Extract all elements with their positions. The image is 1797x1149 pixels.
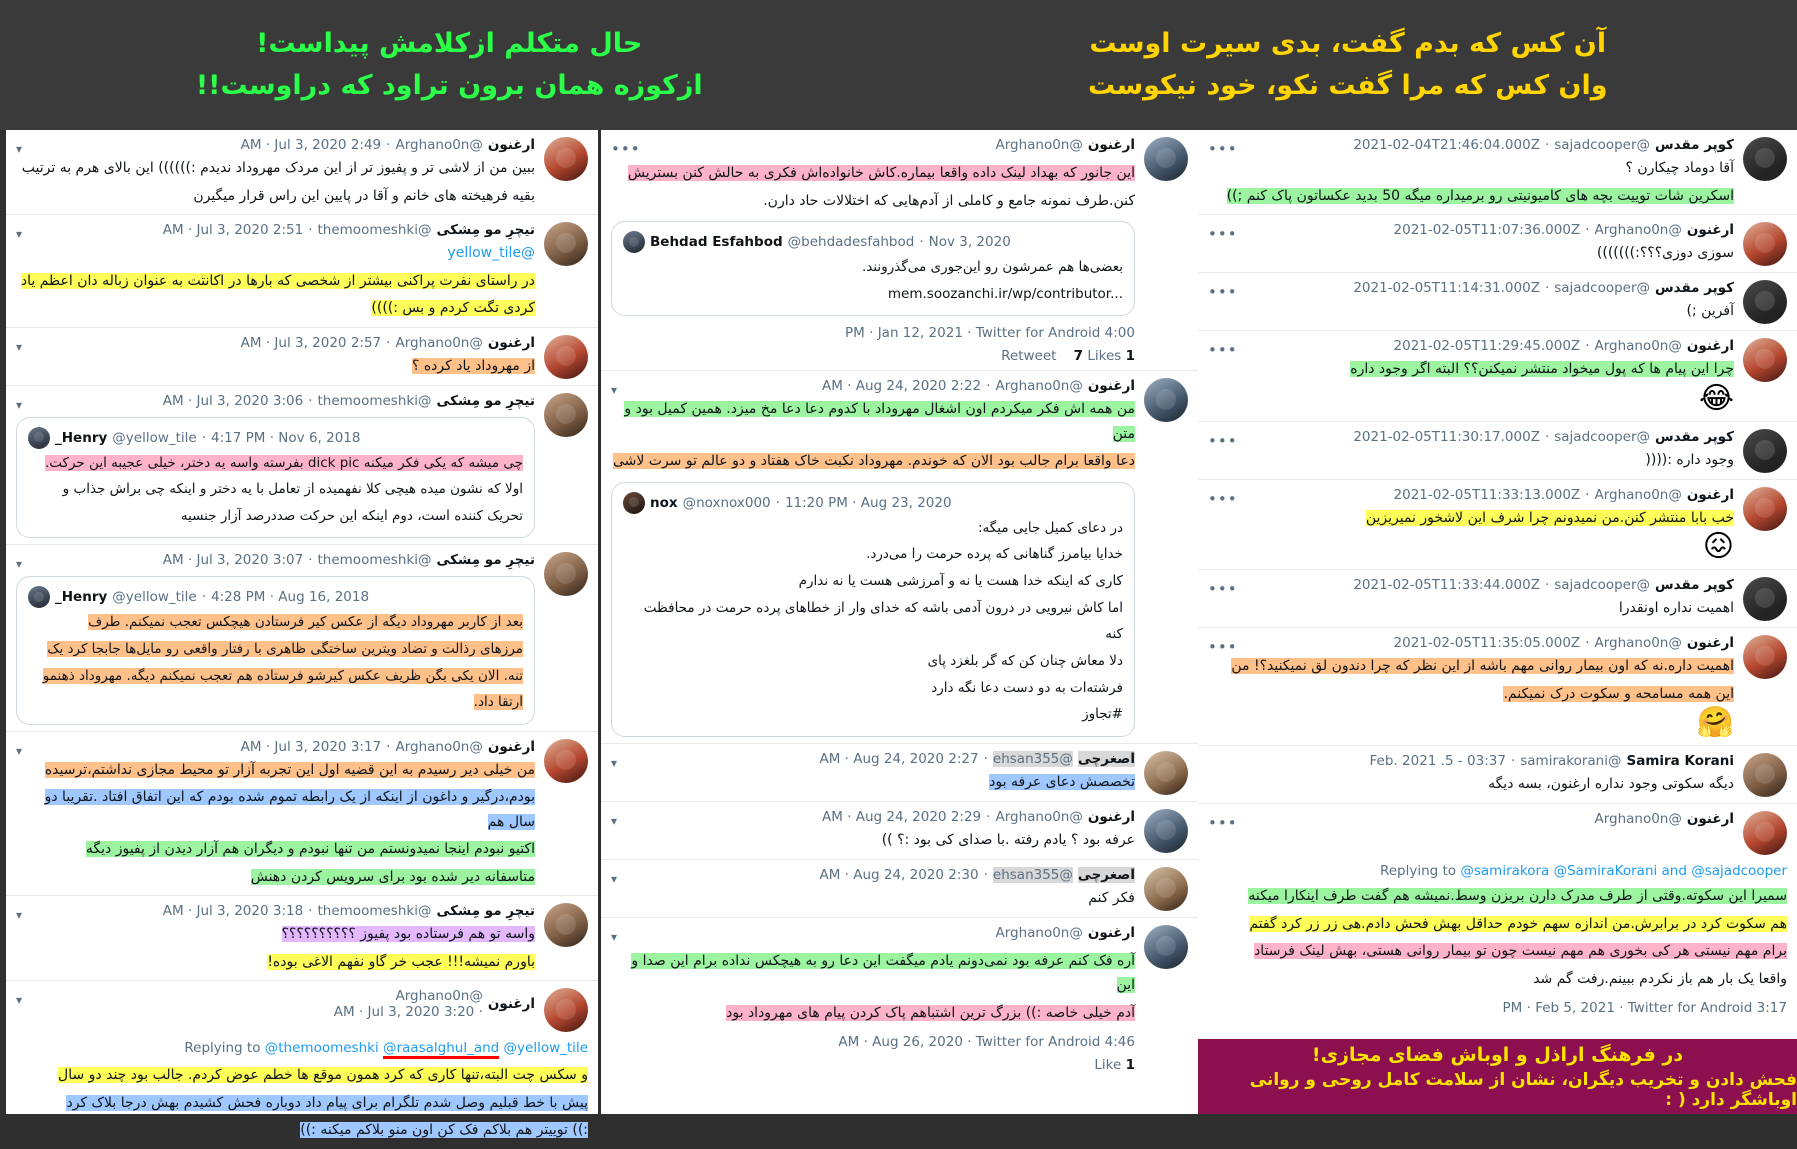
column-conversation-b[interactable] — [598, 130, 1198, 1114]
quoted-text-line: تحریک کننده است، دوم اینکه این حرکت صددرصد آزار جنسیه — [28, 505, 523, 529]
separator-dot: · — [776, 495, 780, 511]
user-name: تیچرِ مو مِشکی — [436, 393, 535, 409]
user-name: کوپر مقدس — [1655, 429, 1734, 445]
timestamp: 11:20 PM · Aug 23, 2020 — [785, 495, 952, 511]
quoted-text-line: دلا معاش چنان کن که گر بلغزد پای — [623, 650, 1123, 674]
timestamp: 3:18 AM · Jul 3, 2020 — [163, 903, 304, 919]
user-name: _Henry — [55, 430, 107, 446]
chevron-down-icon[interactable]: ▾ — [16, 340, 22, 354]
like-count: 1 — [1126, 1057, 1135, 1073]
replying-to-line — [6, 1038, 598, 1056]
tweet[interactable] — [1198, 273, 1797, 331]
more-options-icon[interactable]: ••• — [1208, 341, 1238, 359]
separator-dot: · — [386, 137, 390, 153]
quoted-tweet[interactable] — [16, 417, 535, 539]
tweet-text-line: فکر کنم — [611, 886, 1135, 911]
tweet-text-line: واسه تو هم فرستاده بود پفیوز ؟؟؟؟؟؟؟؟؟؟ — [282, 926, 536, 942]
tweet-text-line: اهمیت نداره اونقدرا — [1208, 596, 1734, 621]
timestamp: 4:28 PM · Aug 16, 2018 — [211, 589, 369, 605]
quoted-text-line: تنه. الان یکی بگن ظریف عکس کیرشو فرستاده هم تعجب نمیکنم دیگه. مهروداد ذهنمو — [43, 668, 523, 684]
reply-mention[interactable]: @yellow_tile — [504, 1040, 588, 1056]
avatar[interactable] — [544, 552, 588, 596]
separator-dot: · — [1511, 753, 1515, 769]
separator-dot: · — [1585, 487, 1589, 503]
user-name: ارغنون — [1088, 137, 1135, 153]
tweet-mention[interactable]: @yellow_tile — [447, 245, 535, 261]
tweet-text-line: کردی تگت کردم و بس :)))) — [371, 300, 535, 316]
user-handle[interactable]: @Arghano0n — [334, 988, 483, 1004]
timestamp: 3:07 AM · Jul 3, 2020 — [163, 552, 304, 568]
more-options-icon[interactable]: ••• — [1208, 225, 1238, 243]
avatar[interactable] — [544, 137, 588, 181]
quoted-text-line: خدایا بیامرز گناهانی که پرده حرمت را می‌درد. — [623, 543, 1123, 567]
user-handle[interactable]: @Arghano0n — [1594, 222, 1681, 238]
user-handle[interactable]: @Arghano0n — [1594, 487, 1681, 503]
quoted-text-line: در دعای کمیل جایی میگه: — [623, 517, 1123, 541]
avatar[interactable] — [1144, 751, 1188, 795]
user-handle[interactable]: @Arghano0n — [995, 137, 1082, 153]
tweet[interactable] — [601, 802, 1198, 860]
separator-dot: · — [1545, 137, 1549, 153]
like-label[interactable]: Likes — [1087, 348, 1121, 364]
tweet-text-line: پیش با خط قبلیم وصل شدم تلگرام برای پیام داد دوباره فحش کشیدم بهش درجا بلاک کرد — [66, 1095, 588, 1111]
user-name: ارغنون — [488, 739, 535, 755]
user-handle[interactable]: @Arghano0n — [395, 335, 482, 351]
tweet-text-line: اهمیت داره.نه که اون بیمار روانی مهم باشه از این نظر که چرا دندون لق نمیکنید؟! من — [1231, 658, 1734, 674]
tweet-text-line: در راستای نفرت پراکنی بیشتر از شخصی که بارها در اکانتت به عنوان زباله دان اعظم یاد — [21, 273, 535, 289]
avatar[interactable] — [1743, 338, 1787, 382]
more-options-icon[interactable]: ••• — [1208, 140, 1238, 158]
timestamp: 2021-02-05T11:35:05.000Z — [1394, 635, 1581, 651]
chevron-down-icon[interactable]: ▾ — [611, 814, 617, 828]
avatar[interactable] — [544, 393, 588, 437]
columns-container — [0, 130, 1797, 1114]
column-conversation-c[interactable] — [1198, 130, 1797, 1114]
timestamp: 2021-02-05T11:33:44.000Z — [1353, 577, 1540, 593]
tweet[interactable] — [6, 545, 598, 732]
avatar[interactable] — [1144, 867, 1188, 911]
user-handle[interactable]: @sajadcooper — [1554, 429, 1650, 445]
user-name: ارغنون — [488, 137, 535, 153]
separator-dot: · — [986, 378, 990, 394]
tweet[interactable] — [601, 130, 1198, 371]
avatar[interactable] — [1743, 487, 1787, 531]
more-options-icon[interactable]: ••• — [611, 140, 641, 158]
user-name: Samira Korani — [1627, 753, 1735, 769]
tweet-text-line: بقیه فرهیخته های خانم و آقا در پایین این راس قرار میگیرن — [16, 184, 535, 209]
quoted-text-line: اولا که نشون میده هیچی کلا نفهمیده از تعامل با یه دختر و اینکه چی براش جذاب و — [28, 478, 523, 502]
tweet-text-line: دیگه سکوتی وجود نداره ارغنون، بسه دیگه — [1208, 772, 1734, 797]
chevron-down-icon[interactable]: ▾ — [16, 227, 22, 241]
quoted-text-line: کاری که اینکه خدا هست یا نه و آمرزشی هست یا نه ندارم — [623, 570, 1123, 594]
banner-right-line-2: ازکوزه همان برون تراود که دراوست!! — [10, 65, 889, 107]
quoted-tweet[interactable] — [611, 482, 1135, 737]
tweet[interactable] — [601, 918, 1198, 1080]
tweet[interactable] — [6, 981, 598, 1038]
separator-dot: · — [308, 903, 312, 919]
avatar[interactable] — [1743, 753, 1787, 797]
user-name: اصغرچی — [1078, 867, 1135, 883]
avatar[interactable] — [1743, 811, 1787, 855]
quoted-text-line: بعد از کاربر مهروداد دیگه از عکس کیر فرستادن هیچکس تعجب نمیکنم. طرف — [88, 614, 523, 630]
timestamp: 2021-02-05T11:14:31.000Z — [1353, 280, 1540, 296]
user-name: ارغنون — [1687, 635, 1734, 651]
avatar[interactable] — [544, 739, 588, 783]
user-name: Behdad Esfahbod — [650, 234, 783, 250]
tweet-text-line: تخصصش دعای عرفه بود — [989, 774, 1135, 790]
separator-dot: · — [202, 589, 206, 605]
replying-label: Replying to — [1380, 863, 1456, 879]
top-banner — [0, 0, 1797, 130]
separator-dot: · — [1545, 280, 1549, 296]
timestamp: 2:51 AM · Jul 3, 2020 — [163, 222, 304, 238]
user-name: ارغنون — [1088, 809, 1135, 825]
emoji-hugging-icon: 🤗 — [1208, 706, 1734, 739]
separator-dot: · — [202, 430, 206, 446]
timestamp: 2:30 AM · Aug 24, 2020 — [819, 867, 978, 883]
user-name: کوپر مقدس — [1655, 577, 1734, 593]
tweet[interactable] — [1198, 628, 1797, 746]
tweet-meta: 3:17 PM · Feb 5, 2021 · Twitter for Android — [1208, 1000, 1787, 1016]
user-name: ارغنون — [1088, 378, 1135, 394]
user-name: ارغنون — [1687, 487, 1734, 503]
retweet-count: 1 — [1126, 348, 1135, 364]
tweet-stats — [611, 1057, 1135, 1073]
banner-right-line-1: حال متکلم ازکلامش پیداست! — [10, 23, 889, 65]
user-handle[interactable]: @behdadesfahbod — [788, 234, 915, 250]
user-name: ارغنون — [1687, 338, 1734, 354]
quoted-text-line: کنه — [623, 623, 1123, 647]
user-name: تیچرِ مو مِشکی — [436, 552, 535, 568]
replying-label: Replying to — [184, 1040, 260, 1056]
avatar[interactable] — [1144, 925, 1188, 969]
avatar[interactable] — [544, 988, 588, 1032]
chevron-down-icon[interactable]: ▾ — [16, 142, 22, 156]
quoted-tweet[interactable] — [611, 221, 1135, 316]
chevron-down-icon[interactable]: ▾ — [16, 557, 22, 571]
tweet-text-line: وجود داره :(((( — [1208, 448, 1734, 473]
user-handle[interactable]: @Arghano0n — [1594, 811, 1681, 827]
tweet-meta: 4:46 AM · Aug 26, 2020 · Twitter for Android — [611, 1034, 1135, 1050]
tweet-text-line: بودم،درگیر و داغون از اینکه از یک رابطه تموم شده بودم که این اتفاق افتاد .تقریبا دو سال هم — [45, 789, 535, 830]
user-handle[interactable]: @yellow_tile — [112, 430, 196, 446]
separator-dot: · — [308, 393, 312, 409]
user-handle[interactable]: @noxnox000 — [683, 495, 771, 511]
timestamp: 2:57 AM · Jul 3, 2020 — [241, 335, 382, 351]
separator-dot: · — [308, 222, 312, 238]
avatar — [623, 492, 645, 514]
user-name: ارغنون — [488, 335, 535, 351]
tweet-body-continued — [1198, 879, 1797, 1022]
timestamp: 2021-02-04T21:46:04.000Z — [1353, 137, 1540, 153]
tweet[interactable] — [6, 896, 598, 981]
emoji-laughing-icon: 😂 — [1208, 382, 1734, 415]
separator-dot: · — [986, 809, 990, 825]
separator-dot: · — [1585, 338, 1589, 354]
chevron-down-icon[interactable]: ▾ — [16, 993, 22, 1007]
user-handle[interactable]: @sajadcooper — [1554, 280, 1650, 296]
chevron-down-icon[interactable]: ▾ — [611, 872, 617, 886]
chevron-down-icon[interactable]: ▾ — [16, 398, 22, 412]
avatar[interactable] — [544, 903, 588, 947]
tweet-text-line: من خیلی دیر رسیدم به این قضیه اول این تجربه آزار تو محیط مجازی نداشتم،ترسیده — [45, 762, 535, 778]
quoted-text-line: مرزهای رذالت و تضاد ویترین ساختگی ظاهری با رفتار واقعی رو مایل‌ها جابجا کرد یک — [47, 641, 523, 657]
tweet-stats — [611, 348, 1135, 364]
tweet-text-line: آدم خیلی خاصه :)) بزرگ ترین اشتباهم پاک کردن پیام های مهروداد بود — [726, 1005, 1135, 1021]
tweet-text-line: اکتیو نبودم اینجا نمیدونستم من تنها نبودم و دیگران هم آزار دیدن از پفیوز دیگه — [86, 841, 535, 857]
quoted-text-line: چی میشه که یکی فکر میکنه dick pic بفرسته واسه یه دختر، خیلی عجیبه این حرکت. — [45, 455, 523, 471]
more-options-icon[interactable]: ••• — [1208, 580, 1238, 598]
tweet-text-line: عرفه بود ؟ یادم رفته .با صدای کی بود :؟ )) — [611, 828, 1135, 853]
user-name: اصغرچی — [1078, 751, 1135, 767]
avatar — [28, 586, 50, 608]
replying-to-line — [1198, 861, 1797, 879]
user-handle[interactable]: @Arghano0n — [995, 378, 1082, 394]
tweet[interactable] — [6, 130, 598, 215]
timestamp: 2:29 AM · Aug 24, 2020 — [822, 809, 981, 825]
tweet-text-line: هم سکوت کرد در برابرش.من اندازه سهم خودم حداقل بهش فحش دادم.هی زر زر کرد گفتم — [1249, 916, 1787, 932]
user-handle[interactable]: @themoomeshki — [318, 552, 432, 568]
timestamp: 2021-02-05T11:33:13.000Z — [1394, 487, 1581, 503]
tweet[interactable] — [6, 386, 598, 546]
user-name: ارغنون — [1687, 222, 1734, 238]
user-handle[interactable]: @sajadcooper — [1554, 137, 1650, 153]
avatar[interactable] — [1144, 137, 1188, 181]
avatar[interactable] — [1743, 635, 1787, 679]
chevron-down-icon[interactable]: ▾ — [16, 908, 22, 922]
user-name: nox — [650, 495, 678, 511]
column-conversation-a[interactable] — [3, 130, 598, 1114]
separator-dot: · — [919, 234, 923, 250]
separator-dot: · — [386, 739, 390, 755]
tweet-text-line: دعا واقعا برام جالب بود الان که خوندم. مهروداد نکبت خاک هفتاد و دو عالم تو سرت لاشی — [613, 453, 1135, 469]
avatar[interactable] — [1743, 280, 1787, 324]
chevron-down-icon[interactable]: ▾ — [611, 756, 617, 770]
separator-dot: · — [1545, 429, 1549, 445]
user-handle[interactable]: @themoomeshki — [318, 222, 432, 238]
tweet[interactable] — [1198, 804, 1797, 861]
more-options-icon[interactable]: ••• — [1208, 814, 1238, 832]
tweet-text-line: آفرین ;) — [1208, 299, 1734, 324]
tweet[interactable] — [1198, 570, 1797, 628]
more-options-icon[interactable]: ••• — [1208, 283, 1238, 301]
avatar — [623, 231, 645, 253]
like-count: 7 — [1074, 348, 1083, 364]
quoted-text-line: بعضی‌ها هم عمرشون رو این‌جوری می‌گذرونند. — [623, 256, 1123, 280]
separator-dot: · — [1585, 222, 1589, 238]
tweet-text-line: سوزی دوزی؟؟؟:))))))) — [1208, 241, 1734, 266]
tweet-text-line: چرا این پیام ها که پول میخواد منتشر نمیکنن؟؟ البته اگر وجود داره — [1350, 361, 1734, 377]
banner-left-line-1: آن کس که بدم گفت، بدی سیرت اوست — [909, 23, 1788, 65]
tweet-body-continued — [6, 1056, 598, 1149]
quoted-tweet[interactable] — [16, 576, 535, 725]
tweet-text-line: این همه مسامحه و سکوت درک نمیکنم. — [1503, 686, 1734, 702]
tweet-text-line: سمیرا این سکوته.وقتی از طرف مدرک دارن بریزن وسط.نمیشه هم گفت طرف اینکارا میکنه — [1248, 888, 1787, 904]
bottom-banner-line-1: در فرهنگ اراذل و اوباش فضای مجازی! — [1312, 1044, 1683, 1066]
tweet[interactable] — [6, 328, 598, 386]
user-name: تیچرِ مو مِشکی — [436, 903, 535, 919]
avatar[interactable] — [1743, 137, 1787, 181]
timestamp: 03:37 - 5. Feb. 2021 — [1370, 753, 1506, 769]
tweet[interactable] — [1198, 746, 1797, 804]
user-handle[interactable]: @samirakorani — [1520, 753, 1621, 769]
avatar[interactable] — [544, 335, 588, 379]
avatar[interactable] — [1743, 429, 1787, 473]
user-name: ارغنون — [1687, 811, 1734, 827]
user-name: تیچرِ مو مِشکی — [436, 222, 535, 238]
reply-mention[interactable]: @themoomeshki — [265, 1040, 379, 1056]
separator-dot: · — [386, 335, 390, 351]
timestamp: Nov 3, 2020 — [929, 234, 1011, 250]
quoted-text-line: ارتقا داد. — [474, 694, 523, 710]
tweet-text-line: این جانور که بهداد لینک داده واقعا بیماره.کاش خانواده‌اش فکری به حالش کنن بستریش — [628, 165, 1135, 181]
quoted-hashtag[interactable]: #تجاوز — [623, 703, 1123, 727]
like-label[interactable]: Like — [1094, 1057, 1121, 1073]
tweet[interactable] — [601, 860, 1198, 918]
tweet-text-line: ببین من از لاشی تر و پفیوز تر از این مردک مهروداد ندیدم :)))))) این بالای هرم به ترتیب — [16, 156, 535, 181]
tweet-text-line: متاسفانه دیر شده بود برای سرویس کردن دهنش — [251, 869, 535, 885]
banner-left-line-2: وان کس که مرا گفت نکو، خود نیکوست — [909, 65, 1788, 107]
avatar[interactable] — [1144, 378, 1188, 422]
tweet-text-line: خب بابا منتشر کنن.من نمیدونم چرا شرف این لاشخور نمیریزین — [1366, 510, 1734, 526]
tweet-text-line: کنن.طرف نمونه جامع و کاملی از آدم‌هایی که اختلالات حاد دارن. — [611, 189, 1135, 214]
tweet-text-line: آره فک کنم عرفه بود نمی‌دونم یادم میگفت این دعا رو به هیچکس نداده برام این صدا و این — [631, 953, 1135, 994]
user-name: _Henry — [55, 589, 107, 605]
user-name: ارغنون — [1088, 925, 1135, 941]
tweet-text-line: واقعا یک بار هم باز نکردم ببینم.رفت گم شد — [1208, 967, 1787, 992]
separator-dot: · — [479, 1004, 483, 1020]
separator-dot: · — [984, 751, 988, 767]
tweet[interactable] — [6, 732, 598, 897]
avatar — [28, 427, 50, 449]
quoted-link[interactable]: mem.soozanchi.ir/wp/contributor... — [623, 283, 1123, 307]
bottom-banner-line-2: فحش دادن و تخریب دیگران، نشان از سلامت کامل روحی و روانی اوباشگر دارد ( : — [1198, 1070, 1797, 1110]
bottom-banner — [1198, 1039, 1797, 1114]
user-handle[interactable]: @yellow_tile — [112, 589, 196, 605]
banner-left-poem — [899, 23, 1797, 107]
user-handle[interactable]: @Arghano0n — [1594, 338, 1681, 354]
quoted-text-line: فرشته‌ات به دو دست دعا نگه دارد — [623, 677, 1123, 701]
chevron-down-icon[interactable]: ▾ — [611, 930, 617, 944]
user-handle[interactable]: @Arghano0n — [395, 137, 482, 153]
reply-mention[interactable]: @samirakora — [1460, 863, 1549, 879]
tweet-text-line: آقا دوماد چیکارن ؟ — [1208, 156, 1734, 181]
user-handle[interactable]: @sajadcooper — [1554, 577, 1650, 593]
avatar[interactable] — [1144, 809, 1188, 853]
timestamp: 2:27 AM · Aug 24, 2020 — [819, 751, 978, 767]
user-handle[interactable]: @themoomeshki — [318, 903, 432, 919]
user-handle[interactable]: @Arghano0n — [995, 925, 1082, 941]
user-name: ارغنون — [488, 996, 535, 1012]
timestamp: 3:06 AM · Jul 3, 2020 — [163, 393, 304, 409]
tweet-text-line: و سکس چت البته،تنها کاری که کرد همون موقع ها خطم عوض کردم. جالب بود چند دو سال — [58, 1067, 588, 1083]
tweet[interactable] — [601, 744, 1198, 802]
user-handle[interactable]: @Arghano0n — [995, 809, 1082, 825]
chevron-down-icon[interactable]: ▾ — [16, 744, 22, 758]
user-handle[interactable]: @Arghano0n — [1594, 635, 1681, 651]
banner-right-poem — [0, 23, 899, 107]
separator-dot: · — [1585, 635, 1589, 651]
tweet-text-line: باورم نمیشه!!! عجب خر گاو نفهم الاغی بوده! — [267, 954, 535, 970]
timestamp: 4:17 PM · Nov 6, 2018 — [211, 430, 360, 446]
tweet-text-line: :)) توییتر هم بلاکم فک کن اون منو بلاکم میکنه :)) — [300, 1122, 588, 1138]
more-options-icon[interactable]: ••• — [1208, 638, 1238, 656]
user-handle[interactable]: @Arghano0n — [395, 739, 482, 755]
user-name: کوپر مقدس — [1655, 137, 1734, 153]
tweet-text-line: من همه اش فکر میکردم اون اشغال مهروداد با کدوم دعا دعا مخ میزد. همین کمیل بود و متن — [624, 401, 1135, 442]
tweet[interactable] — [6, 215, 598, 328]
timestamp: 2021-02-05T11:29:45.000Z — [1394, 338, 1581, 354]
timestamp: 2021-02-05T11:30:17.000Z — [1353, 429, 1540, 445]
user-name: کوپر مقدس — [1655, 280, 1734, 296]
tweet[interactable] — [1198, 422, 1797, 480]
timestamp: 2:49 AM · Jul 3, 2020 — [241, 137, 382, 153]
tweet[interactable] — [1198, 215, 1797, 273]
retweet-label[interactable]: Retweet — [1001, 348, 1056, 364]
more-options-icon[interactable]: ••• — [1208, 432, 1238, 450]
timestamp: 3:17 AM · Jul 3, 2020 — [241, 739, 382, 755]
timestamp: 2:22 AM · Aug 24, 2020 — [822, 378, 981, 394]
separator-dot: · — [1545, 577, 1549, 593]
user-handle[interactable]: @ehsan355 — [993, 751, 1073, 767]
avatar[interactable] — [544, 222, 588, 266]
avatar[interactable] — [1743, 222, 1787, 266]
tweet[interactable] — [1198, 130, 1797, 215]
more-options-icon[interactable]: ••• — [1208, 490, 1238, 508]
user-handle[interactable]: @ehsan355 — [993, 867, 1073, 883]
avatar[interactable] — [1743, 577, 1787, 621]
quoted-text-line: اما کاش نیرویی در درون آدمی باشه که خدای وار از خطاهای پرده حرمت در محافظت — [623, 597, 1123, 621]
reply-mention[interactable]: @raasalghul_and — [383, 1040, 499, 1059]
reply-mention[interactable]: @SamiraKorani and — [1554, 863, 1687, 879]
tweet[interactable] — [1198, 480, 1797, 571]
tweet-text-line: اسکرین شات توییت بچه های کامیونیتی رو برمیداره میگه 50 بدید عکساتون پاک کنم ;)) — [1227, 188, 1734, 204]
timestamp: 3:20 AM · Jul 3, 2020 — [334, 1004, 475, 1020]
reply-mention[interactable]: @sajadcooper — [1691, 863, 1787, 879]
user-handle[interactable]: @themoomeshki — [318, 393, 432, 409]
tweet-text-line: برام مهم نیستی هر کی بخوری هم مهم نیست چون تو بیمار روانی هستی، بهش لینک فرستاد — [1254, 943, 1787, 959]
tweet-text-line: از مهروداد یاد کرده ؟ — [412, 358, 535, 374]
separator-dot: · — [984, 867, 988, 883]
chevron-down-icon[interactable]: ▾ — [611, 383, 617, 397]
emoji-weary-icon: 😖 — [1208, 530, 1734, 563]
tweet-meta: 4:00 PM · Jan 12, 2021 · Twitter for Android — [611, 325, 1135, 341]
timestamp: 2021-02-05T11:07:36.000Z — [1394, 222, 1581, 238]
tweet[interactable] — [1198, 331, 1797, 422]
tweet[interactable] — [601, 371, 1198, 744]
separator-dot: · — [308, 552, 312, 568]
